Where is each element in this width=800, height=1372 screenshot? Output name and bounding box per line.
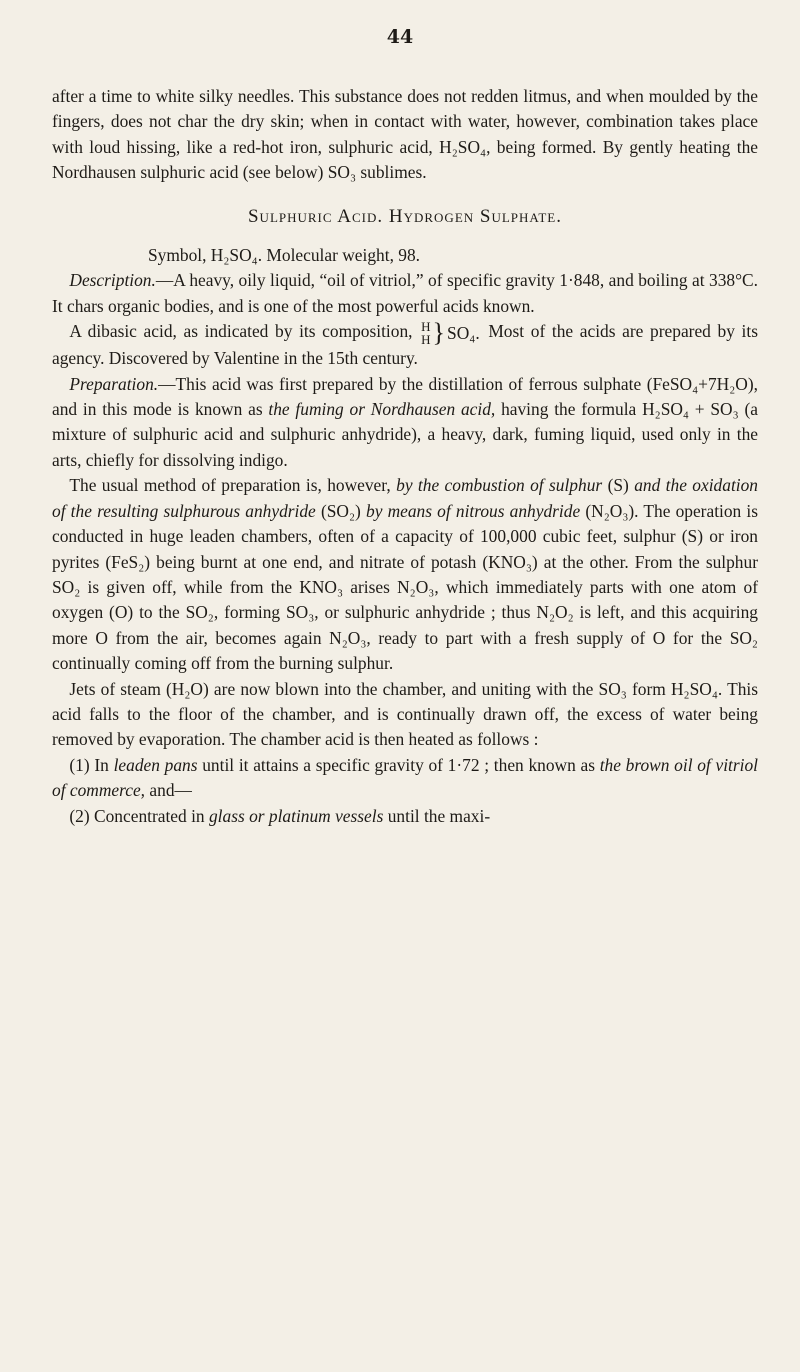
composition-stack-bottom: H <box>421 332 431 348</box>
paragraph-step-1 <box>52 753 758 804</box>
dibasic-rest: Most of the acids are prepared by its agency. Discovered by Valentine in the 15th century. <box>52 321 758 369</box>
description-text: —A heavy, oily liquid, “oil of vitriol,” of specific gravity 1·848, and boiling at 338°C. It chars organic bodies, and is one of the most powerful acids known. <box>52 270 758 316</box>
step1-text-3: and— <box>149 780 192 801</box>
composition-brace: } <box>432 318 446 348</box>
paragraph-dibasic <box>52 319 758 371</box>
composition-stack <box>421 320 430 346</box>
step2-text-1: (2) Concentrated in <box>69 805 205 826</box>
usual-text-2: (S) <box>607 475 629 496</box>
usual-italic-1: by the combustion of sulphur <box>396 475 603 496</box>
composition-formula <box>421 320 480 346</box>
section-heading: Sulphuric Acid. Hydrogen Sulphate. <box>247 205 562 227</box>
jets-text: Jets of steam (H₂O) are now blown into the chamber, and uniting with the SO₃ form H₂SO₄. This acid falls to the floor of the chamber, and is continually drawn off, the excess of water being removed by evaporation. The chamber acid is then heated as follows : <box>52 678 758 750</box>
step1-italic-1: leaden pans <box>113 754 198 775</box>
step1-italic-2: the brown oil of vitriol of commerce, <box>52 754 758 801</box>
usual-text-1: The usual method of preparation is, however, <box>69 475 391 496</box>
dibasic-before: A dibasic acid, as indicated by its composition, <box>69 321 413 342</box>
paragraph-jets <box>52 677 758 753</box>
preparation-text-2: having the formula H₂SO₄ + SO₃ (a mixture of sulphuric acid and sulphuric anhydride), a heavy, dark, fuming liquid, used only in the arts, chiefly for dissolving indigo. <box>52 399 758 470</box>
paragraph-usual-method <box>52 473 758 676</box>
paragraph-intro: after a time to white silky needles. This substance does not redden litmus, and when moulded by the fingers, does not char the dry skin; when in contact with water, however, combination takes place with loud hissing, like a red-hot iron, sulphuric acid, H₂SO₄, being formed. By gently heating the Nordhausen sulphuric acid (see below) SO₃ sublimes. <box>52 86 758 183</box>
preparation-italic-1: the fuming or Nordhausen acid, <box>268 399 496 420</box>
composition-stack-top: H <box>421 319 431 335</box>
paragraph-preparation <box>52 372 758 474</box>
usual-italic-3: by means of nitrous anhydride <box>366 500 581 521</box>
usual-text-3: (SO₂) <box>320 500 361 521</box>
symbol-line: Symbol, H₂SO₄. Molecular weight, 98. <box>148 245 421 266</box>
composition-radical: SO₄. <box>447 322 480 343</box>
body-text <box>52 84 758 829</box>
usual-text-4: (N₂O₃). The operation is conducted in huge leaden chambers, often of a capacity of 100,000 cubic feet, sulphur (S) or iron pyrites (FeS₂) being burnt at one end, and nitrate of potash (KNO₃) at the other. From the sulphur SO₂ is given off, while from the KNO₃ arises N₂O₃, which immediately parts with one atom of oxygen (O) to the SO₂, forming SO₃, or sulphuric anhydride ; thus N₂O₂ is left, and this acquiring more O from the air, becomes again N₂O₃, ready to part with a fresh supply of O for the SO₂ continually coming off from the burning sulphur. <box>52 500 759 674</box>
preparation-text-1: —This acid was first prepared by the distillation of ferrous sulphate (FeSO₄+7H₂O), and in this mode is known as <box>52 373 758 420</box>
step2-text-2: until the maxi- <box>387 805 491 826</box>
description-label: Description. <box>69 270 156 291</box>
step1-text-1: (1) In <box>69 754 109 775</box>
paragraph-description <box>52 268 758 319</box>
paragraph-step-2 <box>52 804 758 829</box>
page-number: 44 <box>386 26 414 48</box>
preparation-label: Preparation. <box>69 373 159 394</box>
step2-italic-1: glass or platinum vessels <box>208 805 384 826</box>
usual-italic-2: and the oxidation of the resulting sulphurous anhydride <box>52 475 759 521</box>
step1-text-2: until it attains a specific gravity of 1·72 ; then known as <box>202 754 595 775</box>
